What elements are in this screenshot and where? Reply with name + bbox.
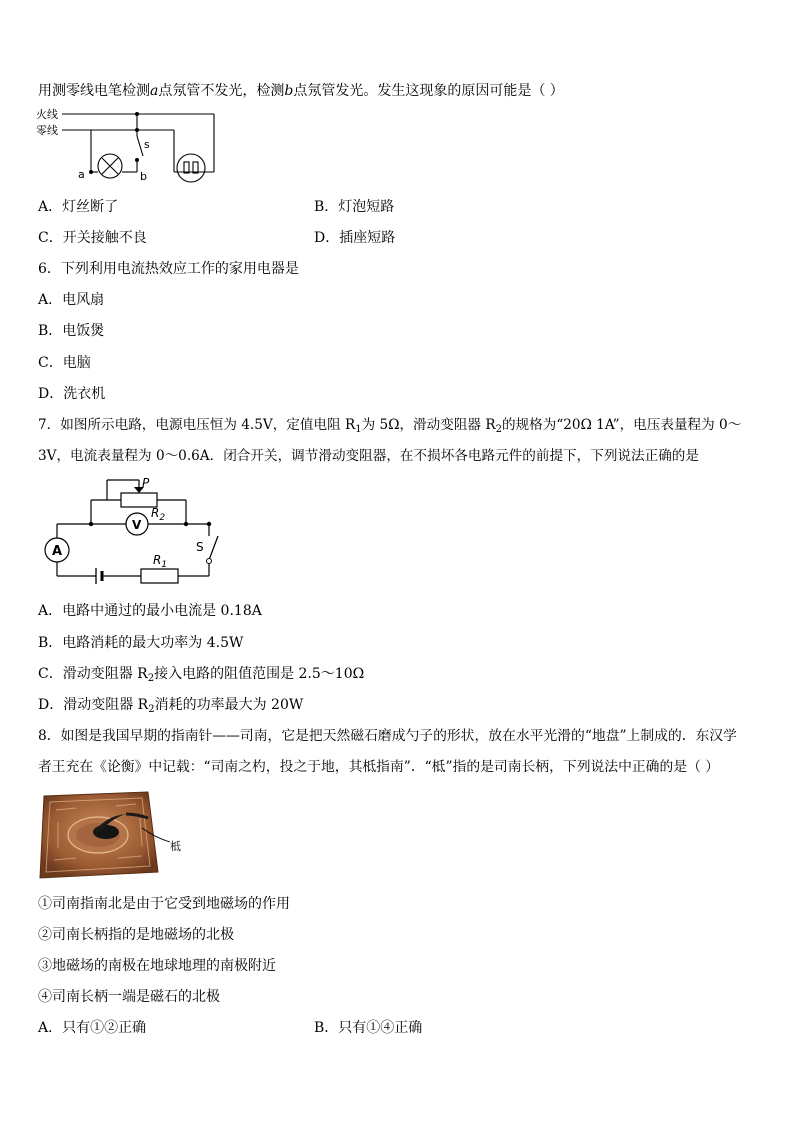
q7-stem-line2: 3V，电流表量程为 0～0.6A．闭合开关，调节滑动变阻器，在不损坏各电路元件的前提下，下列说法正确的是: [38, 448, 699, 464]
q7-option-d-text: D．滑动变阻器 R: [38, 697, 149, 713]
q5-circuit-figure: [36, 106, 226, 186]
q8-statement-3: ③地磁场的南极在地球地理的南极附近: [38, 958, 276, 974]
q5-stem-text: 用测零线电笔检测: [38, 83, 150, 99]
q7-sub: 1: [355, 424, 362, 435]
q7-r1-sub: 1: [161, 560, 168, 570]
q6-stem: 6．下列利用电流热效应工作的家用电器是: [38, 261, 299, 277]
q7-option-c-text: 接入电路的阻值范围是 2.5～10Ω: [154, 666, 365, 682]
q7-sub: 2: [495, 424, 502, 435]
q7-circuit-figure: [36, 472, 236, 590]
q6-option-b: B．电饭煲: [38, 323, 105, 339]
q5-fig-label-a: a: [78, 168, 85, 181]
q8-option-a: A．只有①②正确: [38, 1020, 147, 1036]
q7-voltmeter-label: V: [132, 518, 142, 532]
q7-stem-text: 7．如图所示电路，电源电压恒为 4.5V，定值电阻 R: [38, 417, 356, 433]
q5-option-b: B．灯泡短路: [314, 199, 395, 215]
q7-r2-sub: 2: [159, 513, 166, 523]
q5-point-b: b: [284, 83, 294, 99]
q7-slider-label: P: [142, 476, 150, 490]
q5-neutral-wire-label: 零线: [36, 124, 58, 137]
q5-point-b-dot: [135, 158, 139, 162]
q8-statement-4: ④司南长柄一端是磁石的北极: [38, 989, 220, 1005]
q5-option-c: C．开关接触不良: [38, 230, 147, 246]
q6-option-d: D．洗衣机: [38, 386, 106, 402]
q8-handle-label: 柢: [170, 840, 181, 853]
q7-r1-label: [153, 553, 167, 570]
q7-sub: 2: [148, 704, 155, 715]
q7-option-a: A．电路中通过的最小电流是 0.18A: [38, 603, 262, 619]
q7-switch-label: S: [196, 540, 204, 554]
q5-option-d: D．插座短路: [314, 230, 396, 246]
q5-stem-text: 点氖管不发光，检测: [158, 83, 285, 99]
q7-sub: 2: [147, 673, 155, 684]
q7-ammeter-label: A: [52, 544, 63, 559]
q7-option-c-text: C．滑动变阻器 R: [38, 666, 148, 682]
q5-stem: [38, 82, 564, 100]
q7-stem-text: 的规格为“20Ω 1A”，电压表量程为 0～: [501, 417, 742, 433]
q7-r2-label: [151, 506, 165, 523]
q8-stem-line1: 8．如图是我国早期的指南针——司南，它是把天然磁石磨成勺子的形状，放在水平光滑的“地盘”上制成的．东汉学: [38, 728, 737, 744]
q8-option-b: B．只有①④正确: [314, 1020, 423, 1036]
q5-fig-label-b: b: [140, 170, 147, 183]
q7-stem-text: 为 5Ω，滑动变阻器 R: [361, 417, 496, 433]
q7-option-d: [38, 696, 303, 719]
q5-point-a-dot: [89, 170, 93, 174]
q7-option-c: [38, 665, 364, 688]
q8-compass-figure: [36, 788, 196, 880]
q8-stem-line2: 者王充在《论衡》中记载：“司南之杓，投之于地，其柢指南”．“柢”指的是司南长柄，下列说法中正确的是（ ）: [38, 759, 720, 775]
q5-live-wire-label: 火线: [36, 108, 58, 121]
q5-option-a: A．灯丝断了: [38, 199, 119, 215]
q5-point-a: a: [150, 83, 159, 99]
q7-r1-letter: R: [153, 553, 162, 567]
q7-option-d-text: 消耗的功率最大为 20W: [154, 697, 304, 713]
q5-fig-label-s: s: [144, 138, 150, 151]
q8-statement-2: ②司南长柄指的是地磁场的北极: [38, 927, 234, 943]
q6-option-c: C．电脑: [38, 355, 91, 371]
q7-option-b: B．电路消耗的最大功率为 4.5W: [38, 635, 244, 651]
q8-statement-1: ①司南指南北是由于它受到地磁场的作用: [38, 896, 290, 912]
q7-r2-letter: R: [151, 506, 160, 520]
q7-stem-line1: [38, 416, 741, 439]
q6-option-a: A．电风扇: [38, 292, 105, 308]
q5-stem-text: 点氖管发光。发生这现象的原因可能是（ ）: [293, 83, 564, 99]
